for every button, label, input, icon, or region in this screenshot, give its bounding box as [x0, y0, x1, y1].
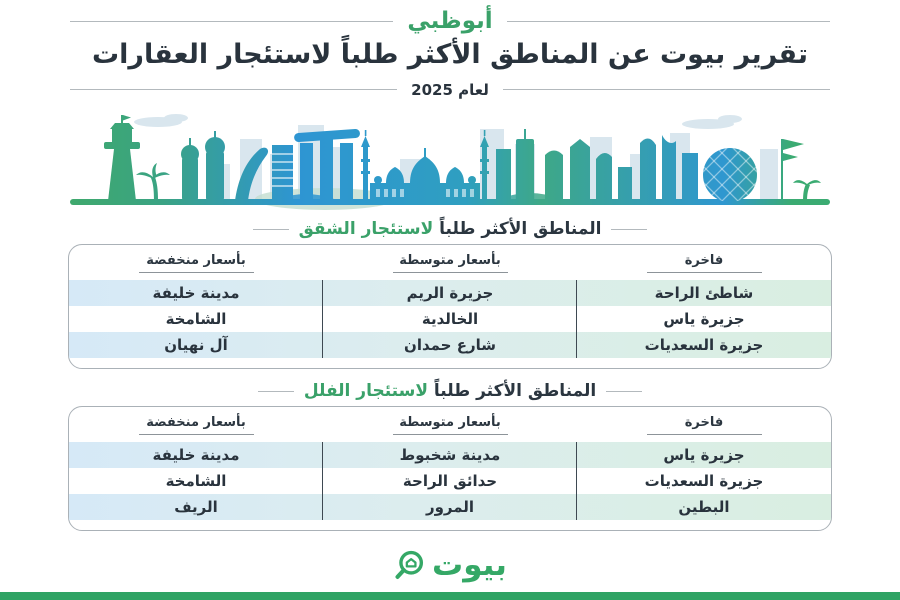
- area-cell: شاطئ الراحة: [654, 284, 754, 302]
- report-title: تقرير بيوت عن المناطق الأكثر طلباً لاستئجار العقارات: [92, 39, 808, 70]
- area-cell: شارع حمدان: [404, 336, 496, 354]
- area-cell: الشامخة: [165, 472, 227, 490]
- table-rows: [69, 280, 831, 358]
- table-row: [69, 442, 831, 468]
- area-cell: جزيرة ياس: [663, 446, 745, 464]
- table-row: [69, 280, 831, 306]
- area-cell: مدينة خليفة: [152, 446, 240, 464]
- area-cell: جزيرة السعديات: [644, 472, 764, 490]
- logo-text: بيوت: [432, 546, 507, 583]
- header: [0, 8, 900, 99]
- area-cell: جزيرة ياس: [663, 310, 745, 328]
- table-row: [69, 494, 831, 520]
- area-cell: البطين: [678, 498, 730, 516]
- villas-section-title: [0, 381, 900, 401]
- magnifier-house-icon: [393, 548, 427, 582]
- column-divider: [576, 442, 578, 520]
- area-cell: جزيرة الريم: [406, 284, 494, 302]
- decorative-dash: [606, 391, 642, 392]
- decorative-dash: [611, 229, 647, 230]
- area-cell: آل نهيان: [164, 336, 228, 354]
- area-cell: جزيرة السعديات: [644, 336, 764, 354]
- column-headers: [69, 253, 831, 273]
- title-highlight: لاستئجار الفلل: [303, 381, 428, 401]
- area-cell: الشامخة: [165, 310, 227, 328]
- column-header-mid: بأسعار متوسطة: [323, 415, 577, 435]
- villas-table-card: [68, 406, 832, 531]
- section-villas: [0, 381, 900, 531]
- area-cell: مدينة شخبوط: [399, 446, 501, 464]
- area-cell: حدائق الراحة: [402, 472, 498, 490]
- table-row: [69, 332, 831, 358]
- decorative-dash: [258, 391, 294, 392]
- column-header-luxury: فاخرة: [577, 415, 831, 435]
- title-prefix: المناطق الأكثر طلباً: [439, 219, 602, 239]
- section-apartments: [0, 219, 900, 369]
- apartments-table-card: [68, 244, 832, 369]
- decorative-line: [70, 89, 397, 90]
- column-divider: [322, 280, 324, 358]
- apartments-section-title: [0, 219, 900, 239]
- area-cell: الريف: [174, 498, 218, 516]
- table-row: [69, 306, 831, 332]
- decorative-line: [507, 21, 830, 22]
- decorative-line: [503, 89, 830, 90]
- section-title-text: [304, 381, 596, 401]
- year-row: [70, 81, 830, 99]
- table-rows: [69, 442, 831, 520]
- column-header-mid: بأسعار متوسطة: [323, 253, 577, 273]
- city-row: [70, 8, 830, 34]
- column-header-low: بأسعار منخفضة: [69, 415, 323, 435]
- area-cell: مدينة خليفة: [152, 284, 240, 302]
- column-header-low: بأسعار منخفضة: [69, 253, 323, 273]
- bayut-logo: [393, 548, 507, 582]
- decorative-line: [70, 21, 393, 22]
- city-label: أبوظبي: [407, 8, 493, 34]
- area-cell: المرور: [425, 498, 475, 516]
- bottom-accent-bar: [0, 592, 900, 600]
- decorative-dash: [253, 229, 289, 230]
- title-highlight: لاستئجار الشقق: [298, 219, 434, 239]
- column-header-luxury: فاخرة: [577, 253, 831, 273]
- section-title-text: [299, 219, 602, 239]
- column-divider: [322, 442, 324, 520]
- year-label: لعام 2025: [411, 80, 489, 99]
- table-row: [69, 468, 831, 494]
- column-divider: [576, 280, 578, 358]
- abu-dhabi-skyline-illustration: [70, 108, 830, 210]
- column-headers: [69, 415, 831, 435]
- footer: [0, 548, 900, 582]
- area-cell: الخالدية: [421, 310, 479, 328]
- title-prefix: المناطق الأكثر طلباً: [433, 381, 597, 401]
